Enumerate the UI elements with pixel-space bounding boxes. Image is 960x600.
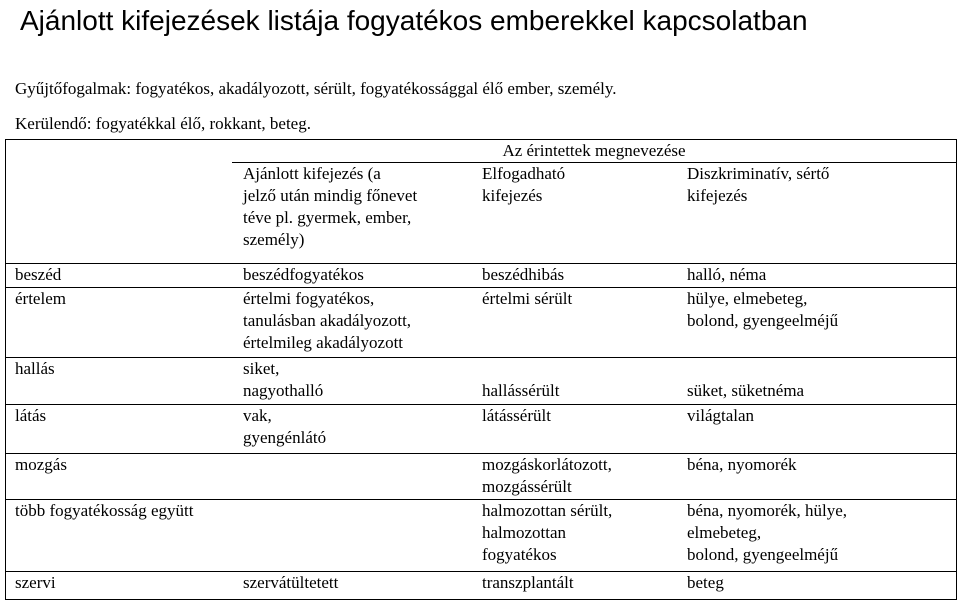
col-header-line: személy) xyxy=(243,230,305,250)
cell-line: bolond, gyengeelméjű xyxy=(687,544,839,564)
group-header-cell: Az érintettek megnevezése xyxy=(232,140,957,163)
table-row xyxy=(6,357,957,405)
cell-line: süket, süketnéma xyxy=(687,380,805,400)
recommended-cell xyxy=(232,263,475,287)
col-header-line: Diszkriminatív, sértő xyxy=(687,164,830,184)
offensive-cell xyxy=(678,357,957,405)
recommended-cell xyxy=(232,357,475,405)
cell-line: béna, nyomorék, hülye, xyxy=(687,500,848,520)
table-row xyxy=(6,263,957,287)
cell-line: világtalan xyxy=(687,406,755,426)
col-header-line: kifejezés xyxy=(482,186,543,206)
terms-table xyxy=(5,139,957,600)
cell-line: halló, néma xyxy=(687,264,767,284)
table-row xyxy=(6,571,957,599)
cell-line: vak, xyxy=(243,406,272,426)
cell-line: látás xyxy=(15,406,47,426)
cell-line: elmebeteg, xyxy=(687,522,762,542)
row-label-cell xyxy=(6,405,232,454)
cell-line: mozgássérült xyxy=(482,477,572,497)
page-title: Ajánlott kifejezések listája fogyatékos emberekkel kapcsolatban xyxy=(20,5,808,36)
cell-line: halmozottan xyxy=(482,522,567,542)
cell-line: több fogyatékosság együtt xyxy=(15,500,194,520)
offensive-cell xyxy=(678,287,957,357)
cell-line: nagyothalló xyxy=(243,380,324,400)
cell-line: halmozottan sérült, xyxy=(482,500,613,520)
offensive-cell xyxy=(678,499,957,571)
cell-line: bolond, gyengeelméjű xyxy=(687,310,839,330)
row-label-cell xyxy=(6,263,232,287)
cell-line: látássérült xyxy=(482,406,551,426)
cell-line: tanulásban akadályozott, xyxy=(243,310,412,330)
cell-line: fogyatékos xyxy=(482,544,557,564)
cell-line: hallássérült xyxy=(482,380,560,400)
acceptable-cell xyxy=(475,405,678,454)
cell-line: szervi xyxy=(15,572,56,592)
col-header-line: Elfogadható xyxy=(482,164,566,184)
col-header-line: jelző után mindig főnevet xyxy=(243,186,418,206)
intro-collective-terms: Gyűjtőfogalmak: fogyatékos, akadályozott, sérült, fogyatékossággal élő ember, személy. xyxy=(15,79,617,98)
table-row xyxy=(6,454,957,500)
table-row xyxy=(6,405,957,454)
cell-line: mozgás xyxy=(15,455,67,475)
table-group-header-row xyxy=(6,140,957,163)
intro-avoid-terms: Kerülendő: fogyatékkal élő, rokkant, beteg. xyxy=(15,114,311,133)
cell-line: transzplantált xyxy=(482,572,574,592)
row-label-cell xyxy=(6,454,232,500)
recommended-cell xyxy=(232,571,475,599)
cell-line: siket, xyxy=(243,358,280,378)
cell-line: beteg xyxy=(687,572,724,592)
cell-line: gyengénlátó xyxy=(243,428,327,448)
cell-line: szervátültetett xyxy=(243,572,339,592)
cell-line: beszéd xyxy=(15,264,62,284)
recommended-cell xyxy=(232,287,475,357)
cell-line: beszédfogyatékos xyxy=(243,264,364,284)
table-corner-cell xyxy=(6,140,232,163)
col-header-offensive xyxy=(678,163,957,263)
col-header-recommended xyxy=(232,163,475,263)
cell-line: értelmi fogyatékos, xyxy=(243,288,375,308)
cell-line: mozgáskorlátozott, xyxy=(482,455,612,475)
cell-line: béna, nyomorék xyxy=(687,455,797,475)
cell-line: értelmileg akadályozott xyxy=(243,332,404,352)
cell-line xyxy=(482,358,677,380)
acceptable-cell xyxy=(475,263,678,287)
offensive-cell xyxy=(678,263,957,287)
row-label-cell xyxy=(6,287,232,357)
acceptable-cell xyxy=(475,454,678,500)
cell-line: értelem xyxy=(15,288,66,308)
col-header-line: kifejezés xyxy=(687,186,748,206)
recommended-cell xyxy=(232,405,475,454)
acceptable-cell xyxy=(475,357,678,405)
offensive-cell xyxy=(678,571,957,599)
acceptable-cell xyxy=(475,499,678,571)
row-label-cell xyxy=(6,499,232,571)
cell-line: értelmi sérült xyxy=(482,288,573,308)
cell-line: beszédhibás xyxy=(482,264,565,284)
col-header-line: téve pl. gyermek, ember, xyxy=(243,208,412,228)
table-column-header-row xyxy=(6,163,957,263)
recommended-cell xyxy=(232,499,475,571)
col-header-acceptable xyxy=(475,163,678,263)
table-corner-cell-lower xyxy=(6,163,232,263)
col-header-line: Ajánlott kifejezés (a xyxy=(243,164,381,184)
recommended-cell xyxy=(232,454,475,500)
cell-line: hallás xyxy=(15,358,55,378)
acceptable-cell xyxy=(475,571,678,599)
offensive-cell xyxy=(678,454,957,500)
table-row xyxy=(6,499,957,571)
row-label-cell xyxy=(6,357,232,405)
acceptable-cell xyxy=(475,287,678,357)
cell-line: hülye, elmebeteg, xyxy=(687,288,808,308)
offensive-cell xyxy=(678,405,957,454)
cell-line xyxy=(687,358,956,380)
table-row xyxy=(6,287,957,357)
row-label-cell xyxy=(6,571,232,599)
